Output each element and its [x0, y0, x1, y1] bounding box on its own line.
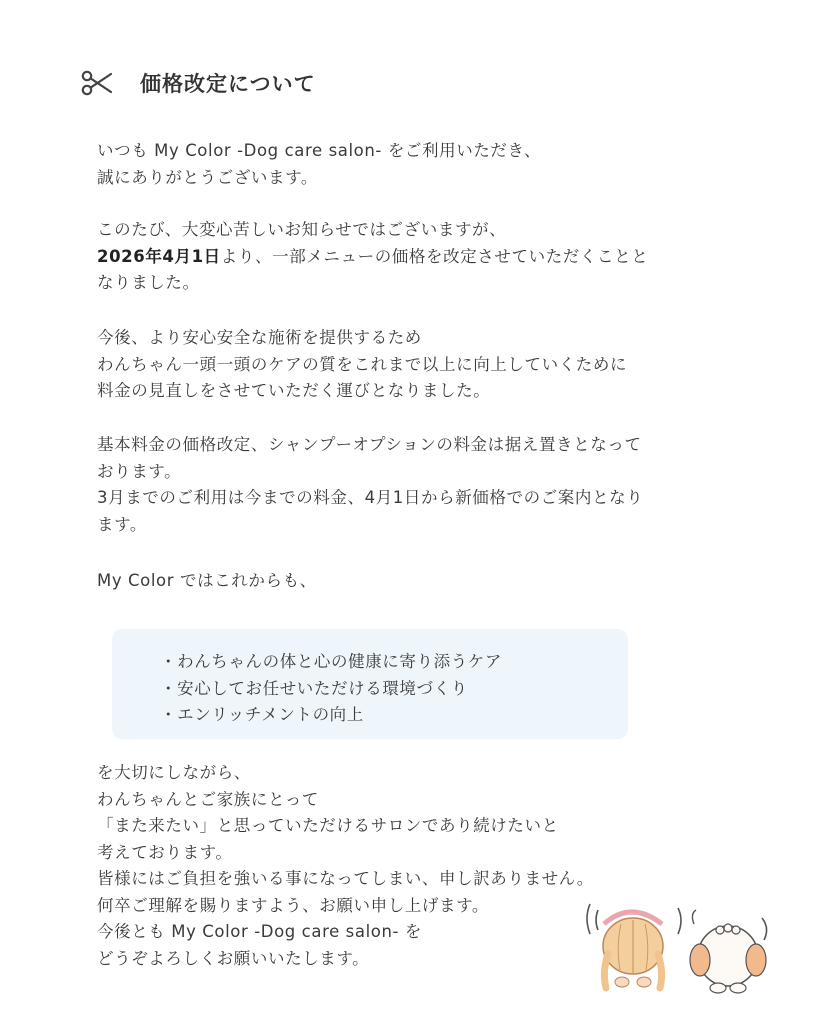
text-line: おります。 — [97, 461, 182, 481]
text-line: ます。 — [97, 514, 147, 534]
reason-paragraph — [97, 325, 767, 405]
text-line: 考えております。 — [97, 842, 233, 862]
greeting-paragraph — [97, 138, 767, 191]
text-line: My Color ではこれからも、 — [97, 571, 317, 590]
list-item: ・安心してお任せいただける環境づくり — [160, 678, 468, 698]
text-line: わんちゃんとご家族にとって — [97, 789, 319, 809]
text-line: どうぞよろしくお願いいたします。 — [97, 948, 370, 968]
scissors-icon — [80, 66, 114, 100]
text-line: 基本料金の価格改定、シャンプーオプションの料金は据え置きとなって — [97, 435, 642, 454]
values-list — [112, 629, 628, 729]
text-line: 何卒ご理解を賜りますよう、お願い申し上げます。 — [97, 895, 489, 915]
page-header — [80, 66, 316, 100]
text-line: いつも My Color -Dog care salon- をご利用いただき、 — [97, 141, 542, 160]
text-line: 今後とも My Color -Dog care salon- を — [97, 922, 423, 941]
page-title: 価格改定について — [140, 72, 316, 96]
text-line: 今後、より安心安全な施術を提供するため — [97, 328, 422, 347]
intro-paragraph — [97, 568, 767, 595]
list-item: ・エンリッチメントの向上 — [160, 705, 364, 724]
text-line: 3月までのご利用は今までの料金、4月1日から新価格でのご案内となり — [97, 488, 644, 507]
text-line: なりました。 — [97, 273, 200, 292]
text-line: 皆様にはご負担を強いる事になってしまい、申し訳ありません。 — [97, 869, 594, 888]
text-line: わんちゃん一頭一頭のケアの質をこれまで以上に向上していくために — [97, 354, 628, 374]
text-line — [97, 244, 767, 271]
effective-date: 2026年4月1日 — [97, 246, 221, 266]
text-line: このたび、大変心苦しいお知らせではございますが、 — [97, 220, 507, 239]
text-line: 「また来たい」と思っていただけるサロンであり続けたいと — [97, 816, 559, 835]
bowing-girl-and-dog-illustration — [576, 884, 776, 1003]
text-line: 誠にありがとうございます。 — [97, 167, 318, 187]
values-box — [112, 629, 628, 739]
text-line: 料金の見直しをさせていただく運びとなりました。 — [97, 381, 491, 400]
text-fragment: より、一部メニューの価格を改定させていただくことと — [220, 246, 649, 266]
details-paragraph — [97, 432, 767, 538]
text-line: を大切にしながら、 — [97, 763, 251, 782]
announcement-paragraph — [97, 217, 767, 297]
list-item: ・わんちゃんの体と心の健康に寄り添うケア — [160, 652, 502, 671]
